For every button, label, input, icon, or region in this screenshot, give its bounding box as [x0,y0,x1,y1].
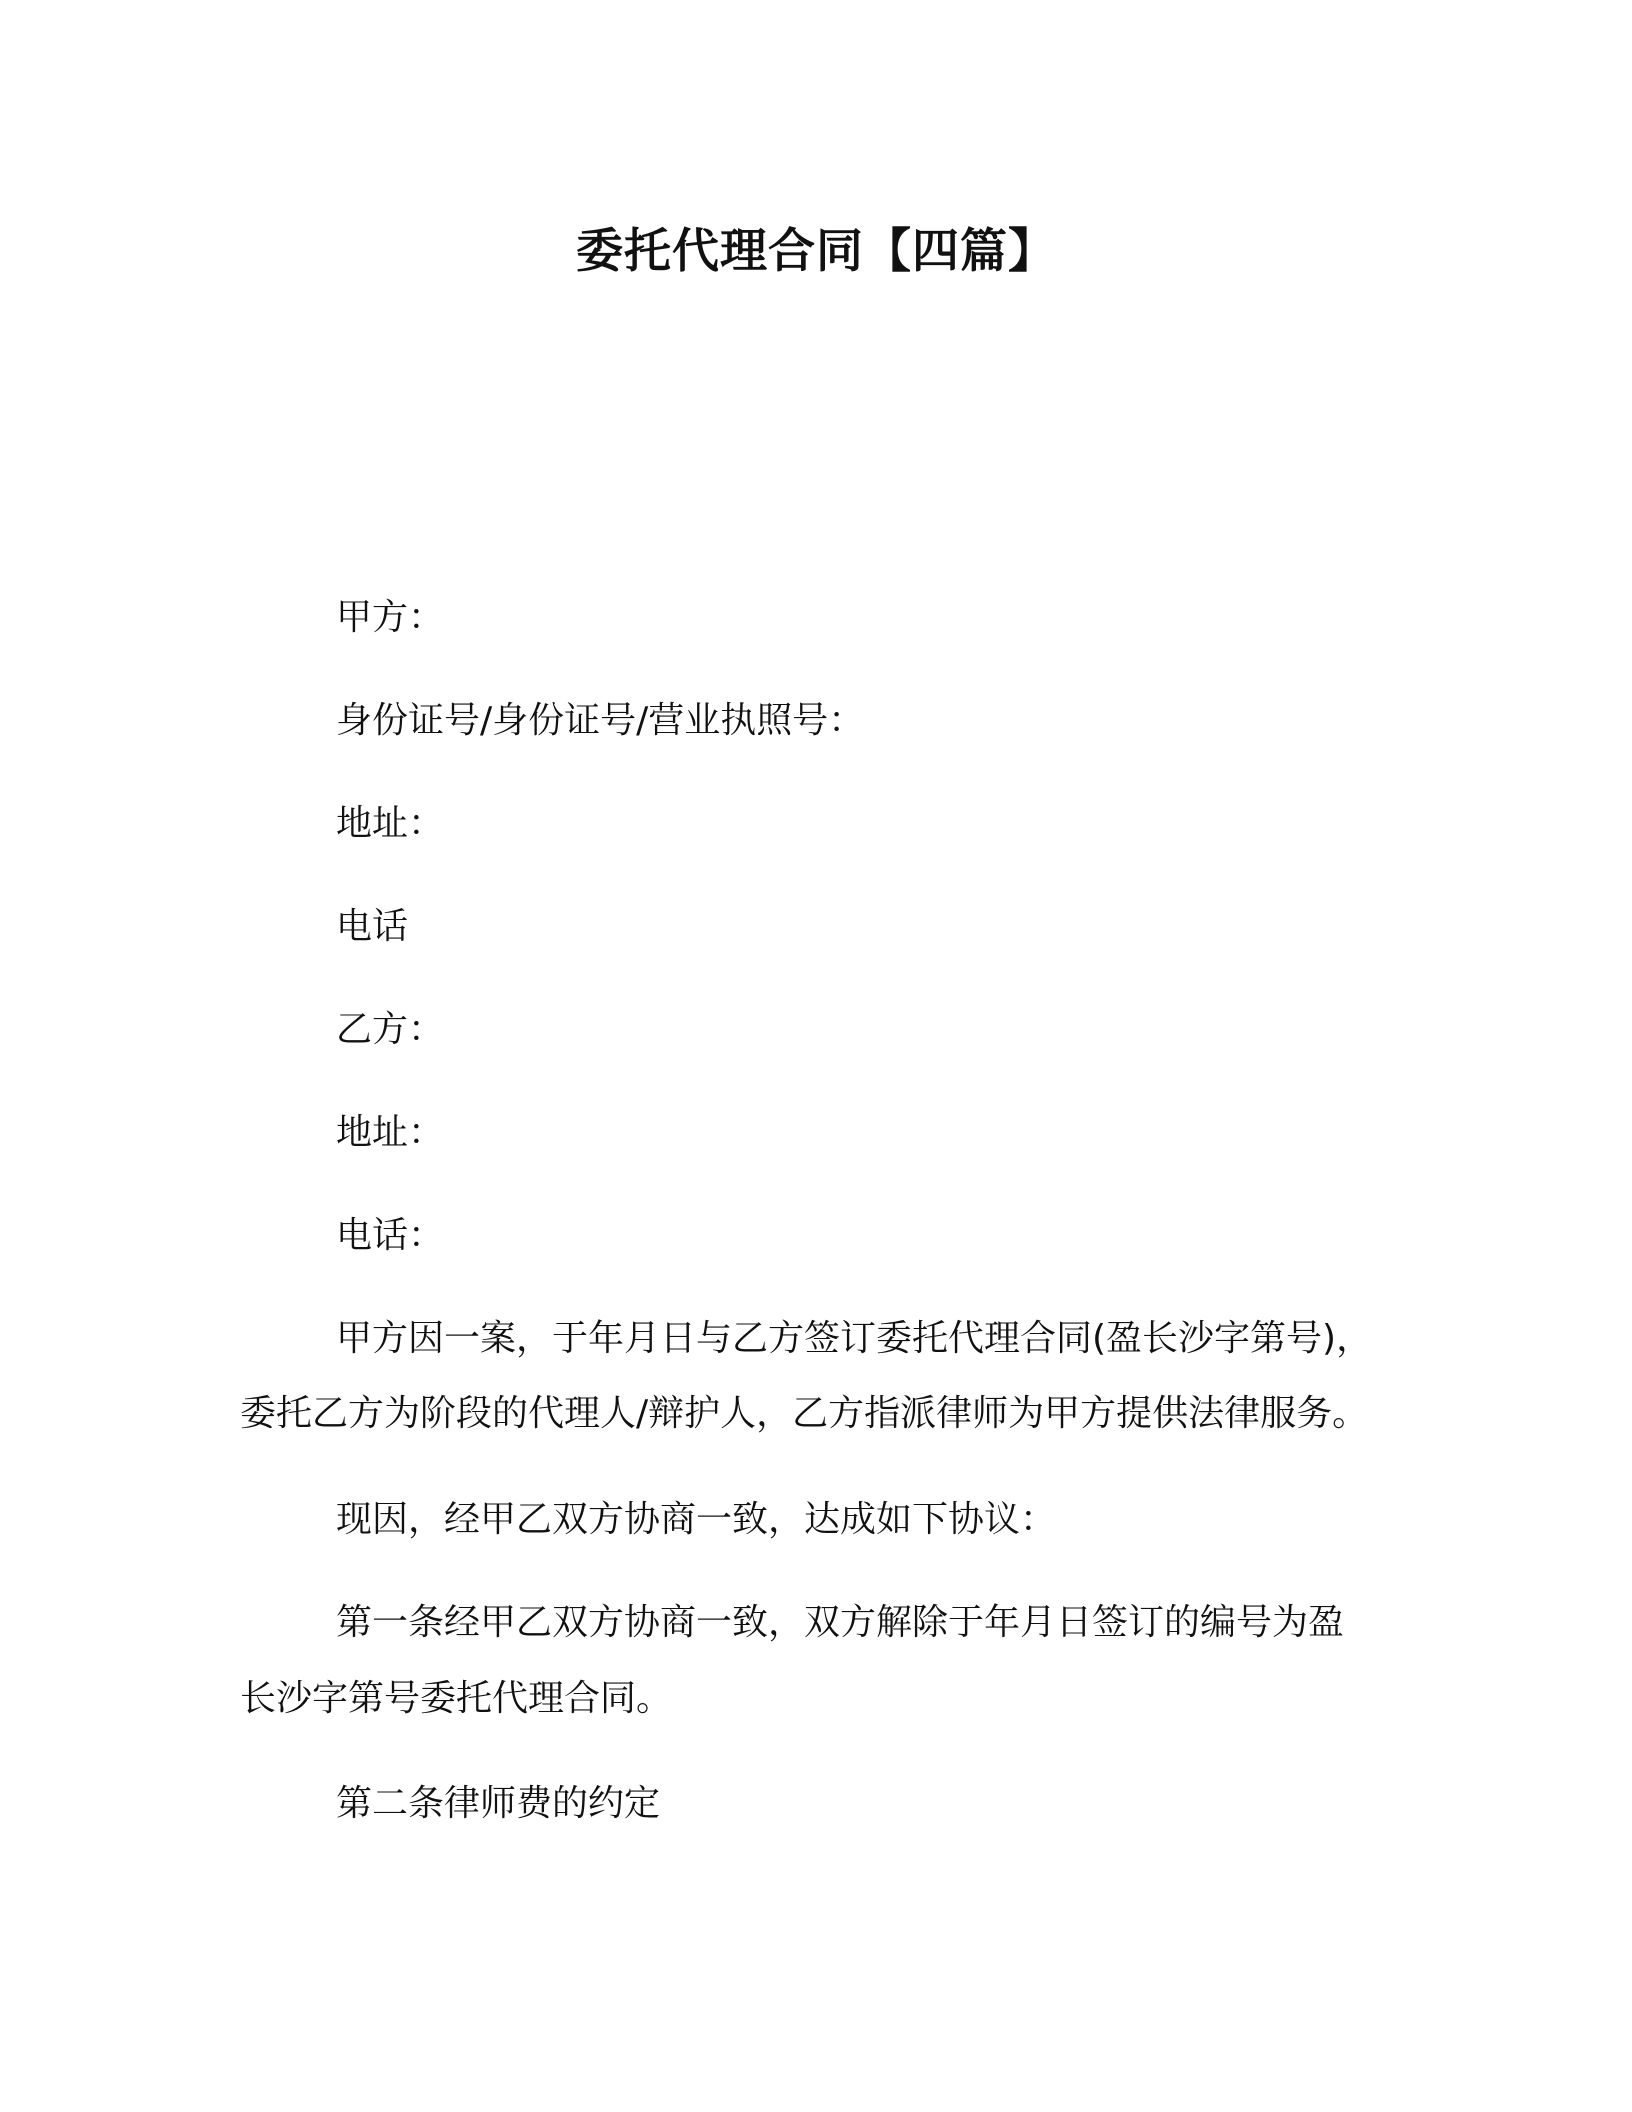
party-b-phone-label: 电话： [336,1215,445,1256]
party-a-phone-label: 电话 [336,906,409,947]
intro-paragraph-line-2: 委托乙方为阶段的代理人/辩护人，乙方指派律师为甲方提供法律服务。 [240,1393,1369,1434]
party-b-label: 乙方： [336,1009,445,1050]
party-a-label: 甲方： [336,597,445,638]
party-a-address-label: 地址： [336,803,445,844]
article-1-line-1: 第一条经甲乙双方协商一致，双方解除于年月日签订的编号为盈 [336,1602,1345,1643]
article-2-heading: 第二条律师费的约定 [336,1783,661,1824]
party-a-id-label: 身份证号/身份证号/营业执照号： [336,700,865,741]
intro-paragraph-line-1: 甲方因一案，于年月日与乙方签订委托代理合同(盈长沙字第号)， [336,1318,1373,1359]
document-title: 委托代理合同【四篇】 [576,224,1056,279]
agreement-intro: 现因，经甲乙双方协商一致，达成如下协议： [336,1499,1057,1540]
party-b-address-label: 地址： [336,1112,445,1153]
article-1-line-2: 长沙字第号委托代理合同。 [240,1678,673,1719]
